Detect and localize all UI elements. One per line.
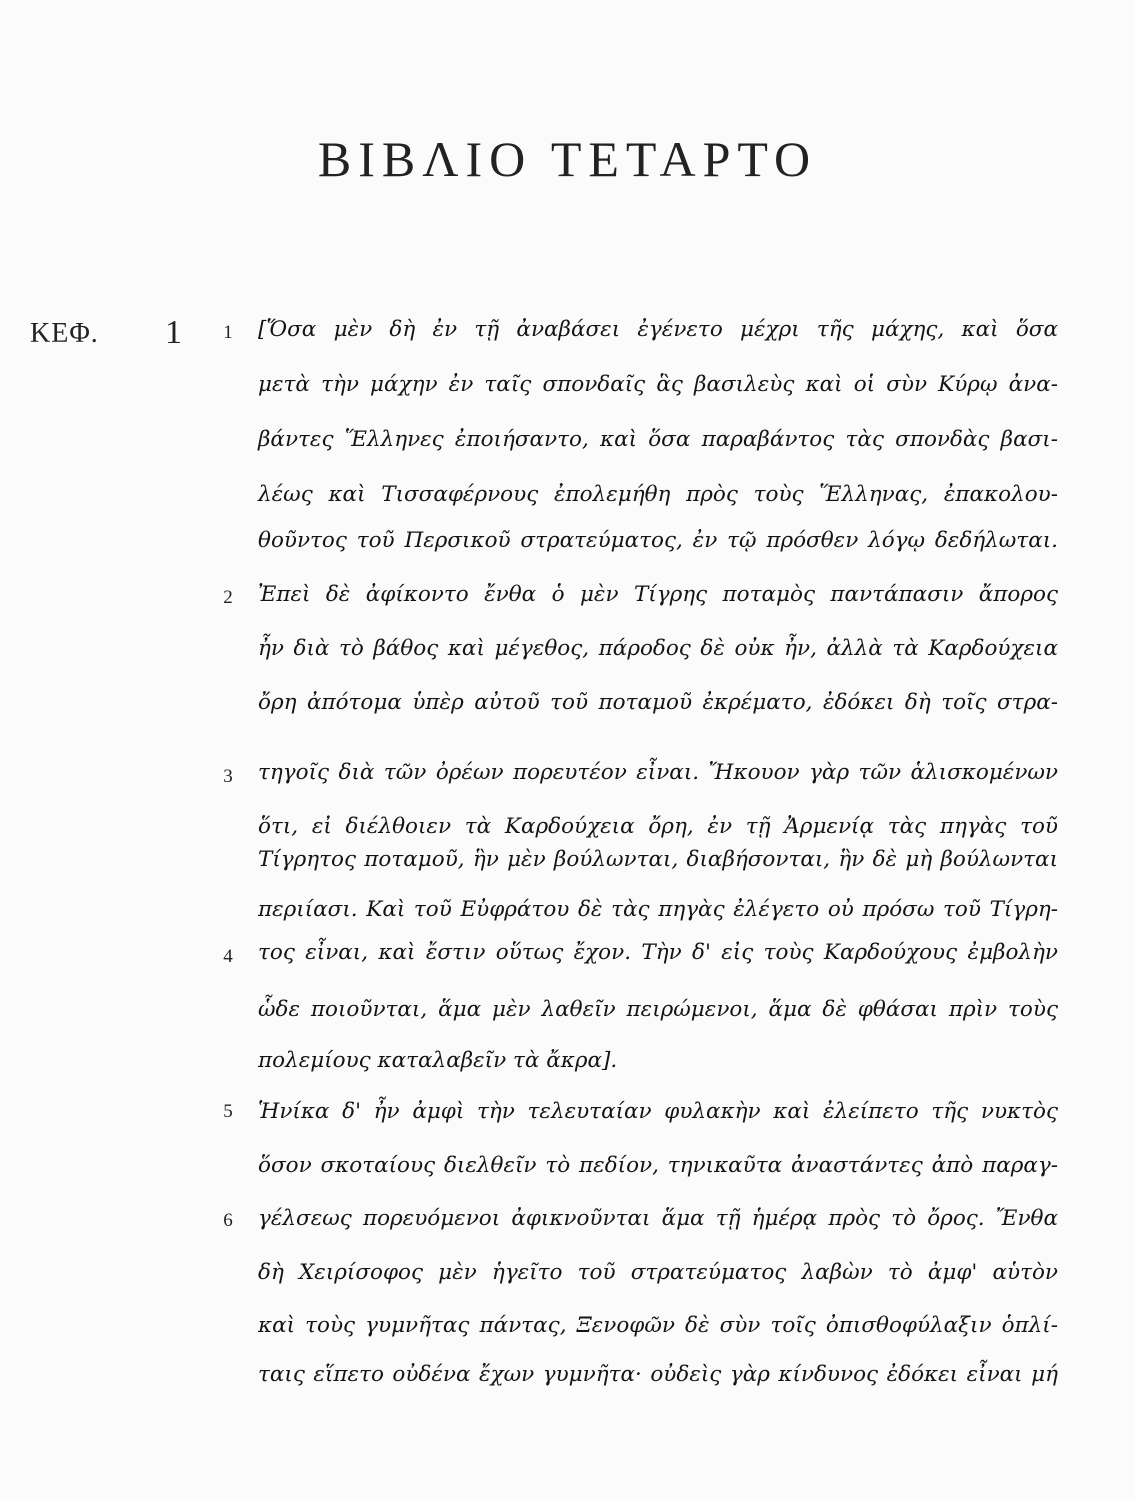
text-line: ὧδε ποιοῦνται, ἅμα μὲν λαθεῖν πειρώμενοι, ἅμα δὲ φθάσαι πρὶν τοὺς bbox=[258, 997, 1058, 1022]
text-line: ὅτι, εἰ διέλθοιεν τὰ Καρδούχεια ὄρη, ἐν τῇ Ἀρμενίᾳ τὰς πηγὰς τοῦ bbox=[258, 814, 1058, 839]
section-number-5: 5 bbox=[223, 1101, 233, 1122]
text-line: θοῦντος τοῦ Περσικοῦ στρατεύματος, ἐν τῷ πρόσθεν λόγῳ δεδήλωται. bbox=[258, 528, 1058, 553]
text-line: ταις εἵπετο οὐδένα ἔχων γυμνῆτα· οὐδεὶς γὰρ κίνδυνος ἐδόκει εἶναι μή bbox=[258, 1362, 1058, 1387]
section-number-4: 4 bbox=[223, 946, 233, 967]
text-line: Τίγρητος ποταμοῦ, ἣν μὲν βούλωνται, διαβήσονται, ἣν δὲ μὴ βούλωνται bbox=[258, 847, 1058, 872]
text-line: μετὰ τὴν μάχην ἐν ταῖς σπονδαῖς ἃς βασιλεὺς καὶ οἱ σὺν Κύρῳ ἀνα- bbox=[258, 372, 1058, 397]
section-number-1: 1 bbox=[223, 322, 233, 343]
section-number-3: 3 bbox=[223, 766, 233, 787]
text-line: λέως καὶ Τισσαφέρνους ἐπολεμήθη πρὸς τοὺς Ἕλληνας, ἐπακολου- bbox=[258, 482, 1058, 507]
text-line: βάντες Ἕλληνες ἐποιήσαντο, καὶ ὅσα παραβάντος τὰς σπονδὰς βασι- bbox=[258, 427, 1058, 452]
text-line: δὴ Χειρίσοφος μὲν ἡγεῖτο τοῦ στρατεύματος λαβὼν τὸ ἀμφ' αὑτὸν bbox=[258, 1260, 1058, 1285]
text-line: ἦν διὰ τὸ βάθος καὶ μέγεθος, πάροδος δὲ οὐκ ἦν, ἀλλὰ τὰ Καρδούχεια bbox=[258, 636, 1058, 661]
section-number-6: 6 bbox=[223, 1210, 233, 1231]
text-line: ὄρη ἀπότομα ὑπὲρ αὐτοῦ τοῦ ποταμοῦ ἐκρέματο, ἐδόκει δὴ τοῖς στρα- bbox=[258, 690, 1058, 715]
chapter-label: ΚΕΦ. bbox=[30, 318, 99, 349]
text-line: τηγοῖς διὰ τῶν ὀρέων πορευτέον εἶναι. Ἤκουον γὰρ τῶν ἁλισκομένων bbox=[258, 760, 1058, 785]
section-number-2: 2 bbox=[223, 587, 233, 608]
text-line: καὶ τοὺς γυμνῆτας πάντας, Ξενοφῶν δὲ σὺν τοῖς ὀπισθοφύλαξιν ὁπλί- bbox=[258, 1313, 1058, 1338]
text-line: τος εἶναι, καὶ ἔστιν οὕτως ἔχον. Τὴν δ' εἰς τοὺς Καρδούχους ἐμβολὴν bbox=[258, 940, 1058, 965]
text-line: ὅσον σκοταίους διελθεῖν τὸ πεδίον, τηνικαῦτα ἀναστάντες ἀπὸ παραγ- bbox=[258, 1153, 1058, 1178]
book-title: ΒΙΒΛΙΟ ΤΕΤΑΡΤΟ bbox=[317, 131, 818, 187]
text-line: Ἡνίκα δ' ἦν ἀμφὶ τὴν τελευταίαν φυλακὴν καὶ ἐλείπετο τῆς νυκτὸς bbox=[258, 1099, 1058, 1124]
text-line: [Ὅσα μὲν δὴ ἐν τῇ ἀναβάσει ἐγένετο μέχρι τῆς μάχης, καὶ ὅσα bbox=[258, 317, 1058, 342]
text-line: περιίασι. Καὶ τοῦ Εὐφράτου δὲ τὰς πηγὰς ἐλέγετο οὐ πρόσω τοῦ Τίγρη- bbox=[258, 897, 1058, 922]
text-line: γέλσεως πορευόμενοι ἀφικνοῦνται ἅμα τῇ ἡμέρᾳ πρὸς τὸ ὄρος. Ἔνθα bbox=[258, 1206, 1058, 1231]
text-line: Ἐπεὶ δὲ ἀφίκοντο ἔνθα ὁ μὲν Τίγρης ποταμὸς παντάπασιν ἄπορος bbox=[258, 582, 1058, 607]
chapter-number: 1 bbox=[165, 314, 182, 351]
text-line: πολεμίους καταλαβεῖν τὰ ἄκρα]. bbox=[258, 1048, 618, 1073]
